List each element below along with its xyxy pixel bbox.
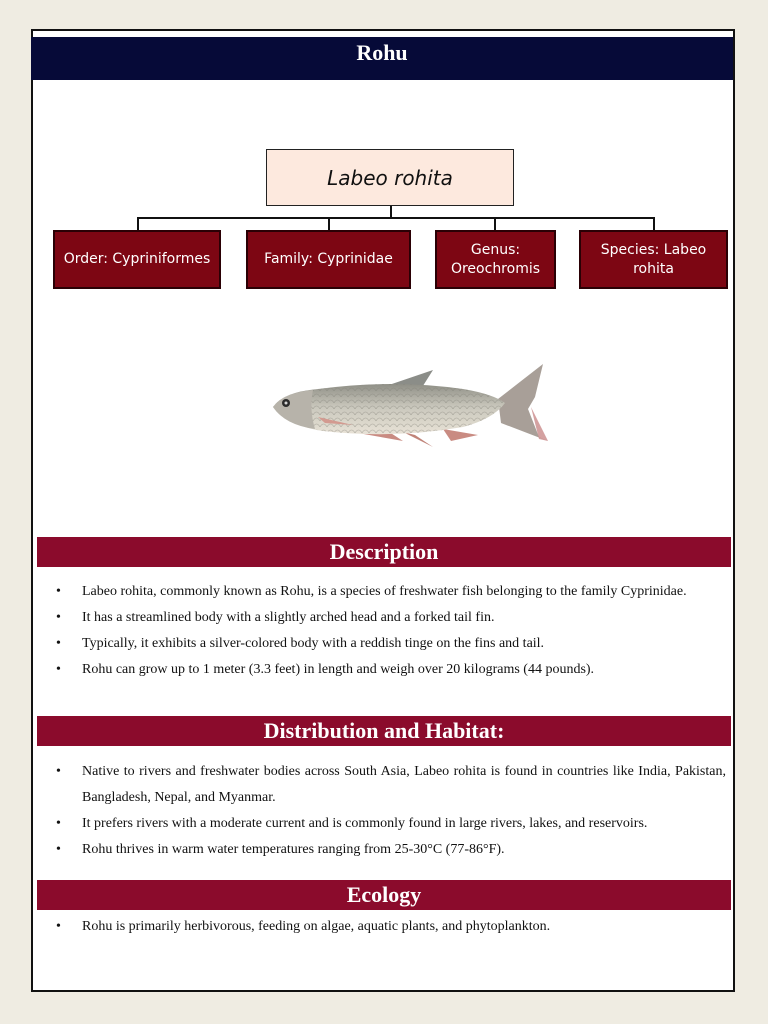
taxonomy-root-box bbox=[266, 149, 514, 206]
connector-horizontal bbox=[137, 217, 655, 219]
section-header-distribution: Distribution and Habitat: bbox=[37, 716, 731, 746]
taxonomy-family-label: Family: Cyprinidae bbox=[264, 251, 393, 267]
list-item: • Rohu is primarily herbivorous, feeding on algae, aquatic plants, and phytoplankton. bbox=[40, 914, 726, 940]
list-item: • Labeo rohita, commonly known as Rohu, is a species of freshwater fish belonging to the family Cyprinidae. bbox=[40, 579, 726, 605]
list-item: • Native to rivers and freshwater bodies across South Asia, Labeo rohita is found in countries like India, Pakistan, Bangladesh, Nepal, and Myanmar. bbox=[40, 759, 726, 811]
taxonomy-genus-box bbox=[435, 230, 556, 289]
rohu-fish-image bbox=[243, 337, 573, 478]
section-header-description: Description bbox=[37, 537, 731, 567]
list-item: • Typically, it exhibits a silver-colored body with a reddish tinge on the fins and tail. bbox=[40, 631, 726, 657]
connector-family bbox=[328, 217, 330, 231]
list-item: • Rohu can grow up to 1 meter (3.3 feet) in length and weigh over 20 kilograms (44 pounds). bbox=[40, 657, 726, 683]
taxonomy-species-label: Species: Labeo rohita bbox=[600, 241, 707, 277]
taxonomy-species-box bbox=[579, 230, 728, 289]
rohu-fish-illustration bbox=[243, 337, 573, 478]
taxonomy-genus-label: Genus: Oreochromis bbox=[450, 241, 541, 277]
connector-species bbox=[653, 217, 655, 231]
taxonomy-family-box bbox=[246, 230, 411, 289]
taxonomy-order-box bbox=[53, 230, 221, 289]
page-title: Rohu bbox=[31, 37, 733, 80]
section-header-ecology: Ecology bbox=[37, 880, 731, 910]
connector-genus bbox=[494, 217, 496, 231]
list-item: • Rohu thrives in warm water temperatures ranging from 25-30°C (77-86°F). bbox=[40, 837, 726, 863]
list-item: • It has a streamlined body with a slightly arched head and a forked tail fin. bbox=[40, 605, 726, 631]
ecology-list bbox=[40, 914, 726, 940]
list-item: • It prefers rivers with a moderate current and is commonly found in large rivers, lakes, and reservoirs. bbox=[40, 811, 726, 837]
description-list bbox=[40, 579, 726, 683]
taxonomy-root-label: Labeo rohita bbox=[327, 165, 453, 190]
distribution-list bbox=[40, 759, 726, 863]
connector-order bbox=[137, 217, 139, 231]
taxonomy-order-label: Order: Cypriniformes bbox=[63, 251, 211, 267]
